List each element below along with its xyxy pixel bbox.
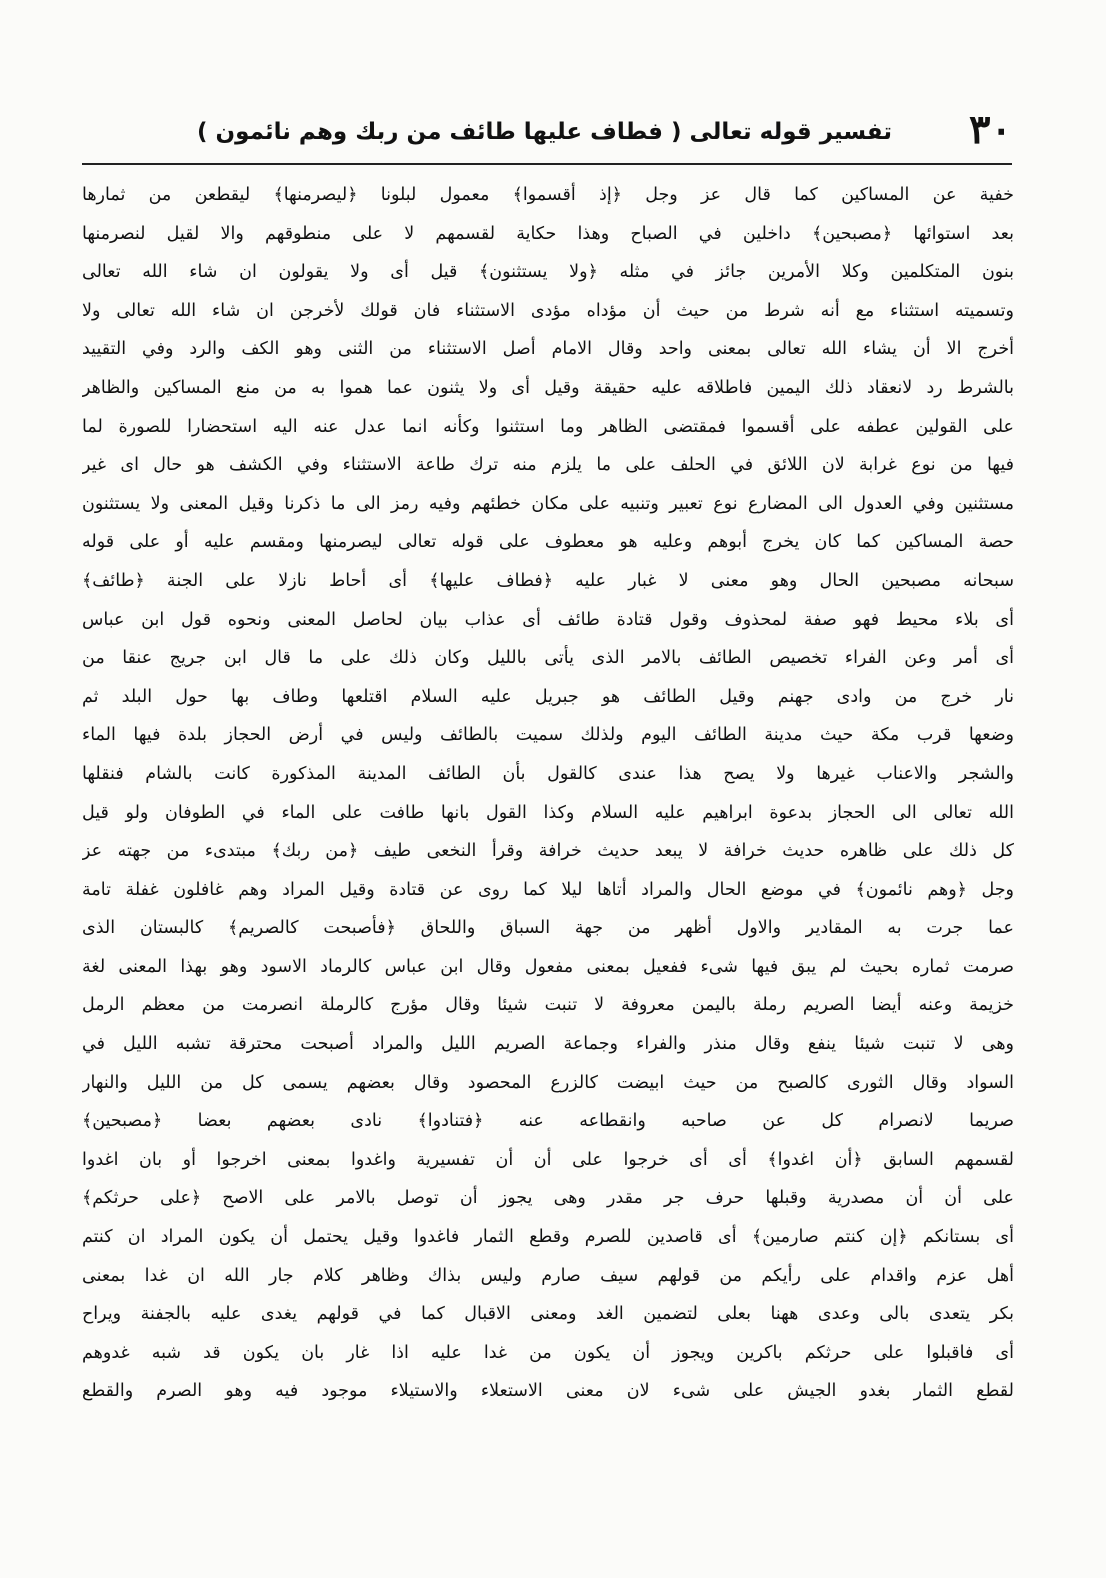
text-line: نار خرج من وادى جهنم وقيل الطائف هو جبريل عليه السلام اقتلعها وطاف بها حول البلد ثم [82,686,1014,707]
text-line: حصة المساكين كما كان يخرج أبوهم وعليه هو معطوف على قوله تعالى ليصرمنها ومقسم عليه أو على قوله [82,532,1014,553]
text-line: وهى لا تنبت شيئا ينفع وقال منذر والفراء وجماعة الصريم الليل والمراد أصبحت محترقة تشبه الليل في [82,1034,1014,1055]
header-divider [82,163,1012,165]
text-line: بنون المتكلمين وكلا الأمرين جائز في مثله ﴿ولا يستثنون﴾ قيل أى ولا يقولون ان شاء الله تعالى [82,262,1014,283]
text-line: أى أمر وعن الفراء تخصيص الطائف بالامر الذى يأتى بالليل وكان ذلك على ما قال ابن جريج عنقا من [82,648,1014,669]
text-line: وجل ﴿وهم نائمون﴾ في موضع الحال والمراد أتاها ليلا كما روى عن قتادة وقيل المراد وهم غافلون غفلة تامة [82,879,1014,900]
page-number: ٣٠ [969,106,1012,153]
text-line: أى بستانكم ﴿إن كنتم صارمين﴾ أى قاصدين للصرم وقطع الثمار فاغدوا وقيل يحتمل أن يكون المراد ان كنتم [82,1227,1014,1248]
page-header [82,104,1012,156]
text-line: بالشرط رد لانعقاد ذلك اليمين فاطلاقه عليه حقيقة وقيل أى ولا يثنون عما هموا به من منع المساكين والظاهر [82,377,1014,398]
text-line: صريما لانصرام كل عن صاحبه وانقطاعه عنه ﴿فتنادوا﴾ نادى بعضهم بعضا ﴿مصبحين﴾ [82,1111,1014,1132]
text-line: عما جرت به المقادير والاول أظهر من جهة السباق واللحاق ﴿فأصبحت كالصريم﴾ كالبستان الذى [82,918,1014,939]
text-line: وضعها قرب مكة حيث مدينة الطائف اليوم ولذلك سميت بالطائف وليس في أرض الحجاز بلدة فيها الماء [82,725,1014,746]
text-line: أى فاقبلوا على حرثكم باكرين ويجوز أن يكون من غدا عليه اذا غار بان يكون قد شبه غدوهم [82,1342,1014,1363]
text-line: خفية عن المساكين كما قال عز وجل ﴿إذ أقسموا﴾ معمول لبلونا ﴿ليصرمنها﴾ ليقطعن من ثمارها [82,185,1014,205]
text-line: بكر يتعدى بالى وعدى ههنا بعلى لتضمين الغد ومعنى الاقبال كما في قولهم يغدى عليه بالجفنة ويراح [82,1304,1014,1325]
text-line: على القولين عطفه على أقسموا فمقتضى الظاهر وما استثنوا وكأنه انما عدل عنه اليه استحضارا للصورة لما [82,416,1014,437]
body-text [82,176,1014,1411]
text-line: وتسميته استثناء مع أنه شرط من حيث أن مؤداه مؤدى الاستثناء فان قولك لأخرجن ان شاء الله تعالى ولا [82,300,1014,321]
text-line: بعد استوائها ﴿مصبحين﴾ داخلين في الصباح وهذا حكاية لقسمهم لا على منطوقهم والا لقيل لنصرمنها [82,223,1014,244]
running-title: تفسير قوله تعالى ( فطاف عليها طائف من ربك وهم نائمون ) [197,119,892,145]
text-line: أهل عزم واقدام على رأيكم من قولهم سيف صارم وليس بذاك وظاهر كلام جار الله ان غدا بمعنى [82,1265,1014,1286]
text-line: فيها من نوع غرابة لان اللائق في الحلف على ما يلزم منه ترك طاعة الاستثناء وفي الكشف هو حال اى غير [82,455,1014,476]
text-line: خزيمة وعنه أيضا الصريم رملة باليمن معروفة لا تنبت شيئا وقال مؤرج كالرملة انصرمت من معظم الرمل [82,995,1014,1016]
text-line: صرمت ثماره بحيث لم يبق فيها شىء ففعيل بمعنى مفعول وقال ابن عباس كالرماد الاسود وهو بهذا المعنى لغة [82,956,1014,977]
text-line: مستثنين وفي العدول الى المضارع نوع تعبير وتنبيه على مكان خطئهم وفيه رمز الى ما ذكرنا وقيل المعنى ولا يستثنون [82,493,1014,514]
text-line: سبحانه مصبحين الحال وهو معنى لا غبار عليه ﴿فطاف عليها﴾ أى أحاط نازلا على الجنة ﴿طائف﴾ [82,570,1014,591]
text-line: كل ذلك على ظاهره حديث خرافة لا يبعد حديث خرافة وقرأ النخعى طيف ﴿من ربك﴾ مبتدىء من جهته عز [82,841,1014,862]
text-line: أى بلاء محيط فهو صفة لمحذوف وقول قتادة طائف أى عذاب بيان لحاصل المعنى ونحوه قول ابن عباس [82,609,1014,630]
text-line: والشجر والاعناب غيرها ولا يصح هذا عندى كالقول بأن الطائف المدينة المذكورة كانت بالشام فنقلها [82,763,1014,784]
text-line: أخرج الا أن يشاء الله تعالى بمعنى واحد وقال الامام أصل الاستثناء من الثنى وهو الكف والرد وفي التقييد [82,339,1014,360]
text-line: السواد وقال الثورى كالصبح من حيث ابيضت كالزرع المحصود وقال بعضهم يسمى كل من الليل والنهار [82,1072,1014,1093]
text-line: على أن أن مصدرية وقبلها حرف جر مقدر وهى يجوز أن توصل بالامر على الاصح ﴿على حرثكم﴾ [82,1188,1014,1209]
text-line: لقسمهم السابق ﴿أن اغدوا﴾ أى أى خرجوا على أن أن تفسيرية واغدوا بمعنى اخرجوا أو بان اغدوا [82,1149,1014,1170]
text-line: الله تعالى الى الحجاز بدعوة ابراهيم عليه السلام وكذا القول بانها طافت على الماء في الطوفان ولو قيل [82,802,1014,823]
text-line: لقطع الثمار بغدو الجيش على شىء لان معنى الاستعلاء والاستيلاء موجود فيه وهو الصرم والقطع [82,1381,1014,1402]
